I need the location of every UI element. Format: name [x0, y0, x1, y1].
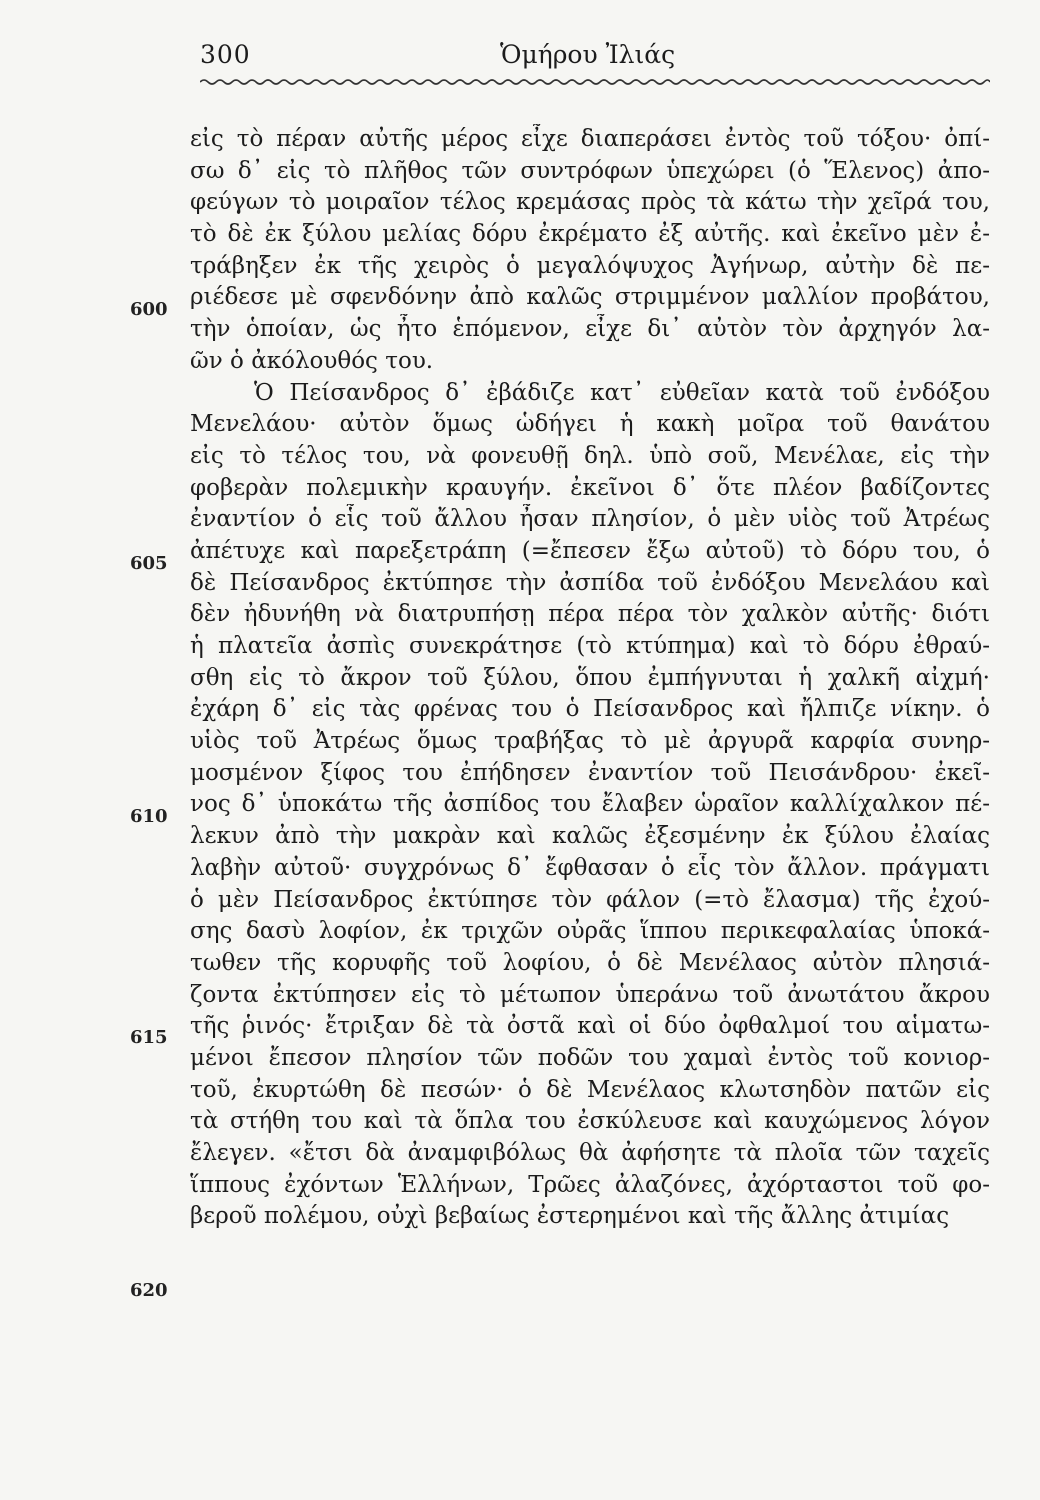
decorative-wavy-rule: [200, 76, 990, 88]
text-line: φεύγων τὸ μοιραῖον τέλος κρεμάσας πρὸς τὰ κάτω τὴν χεῖρά του,: [190, 189, 990, 216]
text-line: μένοι ἔπεσον πλησίον τῶν ποδῶν του χαμαὶ ἐντὸς τοῦ κονιορ-: [190, 1044, 990, 1071]
text-line: τράβηξεν ἐκ τῆς χειρὸς ὁ μεγαλόψυχος Ἀγήνωρ, αὐτὴν δὲ πε-: [190, 252, 990, 279]
page-number: 300: [200, 40, 251, 69]
text-line: ζοντα ἐκτύπησεν εἰς τὸ μέτωπον ὑπεράνω τοῦ ἀνωτάτου ἄκρου: [190, 981, 990, 1008]
body-text: [190, 124, 990, 1233]
text-line: ἔλεγεν. «ἔτσι δὰ ἀναμφιβόλως θὰ ἀφήσητε τὰ πλοῖα τῶν ταχεῖς: [190, 1140, 990, 1166]
text-line: ριέδεσε μὲ σφενδόνην ἀπὸ καλῶς στριμμένον μαλλίον προβάτου,: [190, 284, 990, 311]
text-line: τὰ στήθη του καὶ τὰ ὅπλα του ἐσκύλευσε καὶ καυχώμενος λόγον: [190, 1108, 990, 1135]
line-number-615: 615: [130, 1027, 168, 1048]
text-line: σω δ᾽ εἰς τὸ πλῆθος τῶν συντρόφων ὑπεχώρει (ὁ Ἕλενος) ἀπο-: [190, 157, 990, 184]
text-line: ἵππους ἐχόντων Ἑλλήνων, Τρῶες ἀλαζόνες, ἀχόρταστοι τοῦ φο-: [190, 1171, 990, 1198]
text-line: ἀπέτυχε καὶ παρεξετράπη (=ἔπεσεν ἔξω αὐτοῦ) τὸ δόρυ του, ὁ: [190, 537, 990, 564]
text-line: σθη εἰς τὸ ἄκρον τοῦ ξύλου, ὅπου ἐμπήγνυται ἡ χαλκῆ αἰχμή·: [190, 664, 990, 691]
text-line: βεροῦ πολέμου, οὐχὶ βεβαίως ἐστερημένοι καὶ τῆς ἄλλης ἀτιμίας: [190, 1203, 950, 1230]
text-line: Ὁ Πείσανδρος δ᾽ ἐβάδιζε κατ᾽ εὐθεῖαν κατὰ τοῦ ἐνδόξου: [254, 379, 990, 406]
text-line: τοῦ, ἐκυρτώθη δὲ πεσών· ὁ δὲ Μενέλαος κλωτσηδὸν πατῶν εἰς: [190, 1076, 990, 1103]
text-line: λεκυν ἀπὸ τὴν μακρὰν καὶ καλῶς ἐξεσμένην ἐκ ξύλου ἐλαίας: [190, 823, 990, 850]
text-line: εἰς τὸ τέλος του, νὰ φονευθῇ δηλ. ὑπὸ σοῦ, Μενέλαε, εἰς τὴν: [190, 442, 990, 469]
text-line: νος δ᾽ ὑποκάτω τῆς ἀσπίδος του ἔλαβεν ὡραῖον καλλίχαλκον πέ-: [190, 791, 990, 818]
text-line: δὲ Πείσανδρος ἐκτύπησε τὴν ἀσπίδα τοῦ ἐνδόξου Μενελάου καὶ: [190, 569, 990, 596]
text-line: ῶν ὁ ἀκόλουθός του.: [190, 347, 434, 374]
text-line: τὴν ὁποίαν, ὡς ἦτο ἑπόμενον, εἶχε δι᾽ αὐτὸν τὸν ἀρχηγόν λα-: [190, 316, 990, 343]
text-line: ὁ μὲν Πείσανδρος ἐκτύπησε τὸν φάλον (=τὸ ἔλασμα) τῆς ἐχού-: [190, 886, 990, 913]
running-title: Ὁμήρου Ἰλιάς: [500, 40, 676, 69]
text-line: μοσμένον ξίφος του ἐπήδησεν ἐναντίον τοῦ Πεισάνδρου· ἐκεῖ-: [190, 759, 990, 786]
line-number-610: 610: [130, 806, 168, 827]
text-line: τὸ δὲ ἐκ ξύλου μελίας δόρυ ἐκρέματο ἐξ αὐτῆς. καὶ ἐκεῖνο μὲν ἐ-: [190, 221, 990, 248]
text-line: τωθεν τῆς κορυφῆς τοῦ λοφίου, ὁ δὲ Μενέλαος αὐτὸν πλησιά-: [190, 949, 990, 976]
text-line: εἰς τὸ πέραν αὐτῆς μέρος εἶχε διαπεράσει ἐντὸς τοῦ τόξου· ὀπί-: [190, 126, 990, 152]
line-number-605: 605: [130, 553, 168, 574]
page-header: [200, 40, 990, 76]
text-line: Μενελάου· αὐτὸν ὅμως ὡδήγει ἡ κακὴ μοῖρα τοῦ θανάτου: [190, 411, 990, 438]
line-number-600: 600: [130, 299, 168, 320]
text-line: ἡ πλατεῖα ἀσπὶς συνεκράτησε (τὸ κτύπημα) καὶ τὸ δόρυ ἐθραύ-: [190, 633, 990, 659]
text-line: τῆς ῥινός· ἔτριξαν δὲ τὰ ὀστᾶ καὶ οἱ δύο ὀφθαλμοί του αἱματω-: [190, 1013, 990, 1040]
text-line: ἐχάρη δ᾽ εἰς τὰς φρένας του ὁ Πείσανδρος καὶ ἤλπιζε νίκην. ὁ: [190, 696, 990, 723]
text-line: υἱὸς τοῦ Ἀτρέως ὅμως τραβήξας τὸ μὲ ἀργυρᾶ καρφία συνηρ-: [190, 728, 990, 755]
line-number-620: 620: [130, 1280, 168, 1301]
text-line: φοβερὰν πολεμικὴν κραυγήν. ἐκεῖνοι δ᾽ ὅτε πλέον βαδίζοντες: [190, 474, 990, 501]
text-line: ἐναντίον ὁ εἷς τοῦ ἄλλου ἦσαν πλησίον, ὁ μὲν υἱὸς τοῦ Ἀτρέως: [190, 506, 990, 533]
text-line: σης δασὺ λοφίον, ἐκ τριχῶν οὐρᾶς ἵππου περικεφαλαίας ὑποκά-: [190, 918, 990, 945]
text-line: λαβὴν αὐτοῦ· συγχρόνως δ᾽ ἔφθασαν ὁ εἷς τὸν ἄλλον. πράγματι: [190, 854, 990, 881]
text-line: δὲν ἠδυνήθη νὰ διατρυπήσῃ πέρα πέρα τὸν χαλκὸν αὐτῆς· διότι: [190, 601, 990, 628]
